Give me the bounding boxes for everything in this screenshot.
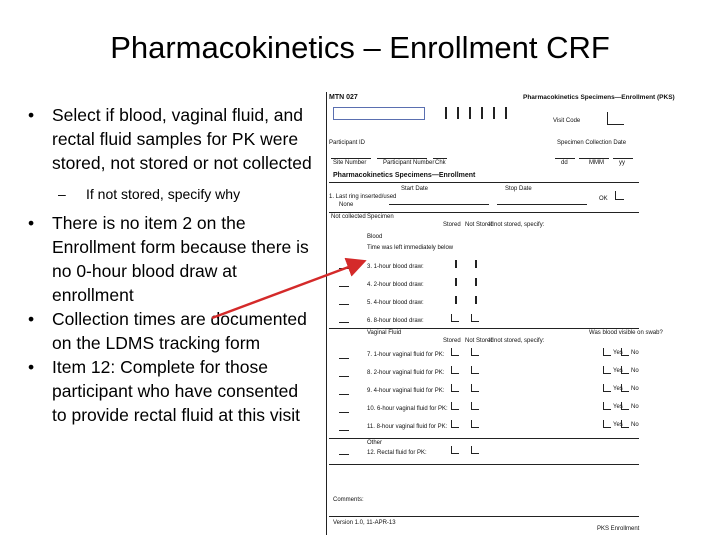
yes-label: Yes bbox=[613, 350, 623, 356]
bullet-text: Collection times are documented on the LDMS tracking form bbox=[52, 309, 307, 353]
if-not-stored-header: If not stored, specify: bbox=[489, 222, 545, 228]
stored-header-2: Stored bbox=[443, 338, 461, 344]
form-name: Pharmacokinetics Specimens—Enrollment (PKS) bbox=[523, 94, 675, 101]
mmm-label: MMM bbox=[589, 160, 604, 166]
item12-label: 12. Rectal fluid for PK: bbox=[367, 450, 427, 456]
visit-code-label: Visit Code bbox=[553, 118, 581, 124]
stored-header: Stored bbox=[443, 222, 461, 228]
bullet-dot: • bbox=[28, 213, 35, 233]
not-stored-header: Not Stored bbox=[465, 222, 494, 228]
bullet-dot: • bbox=[28, 357, 35, 377]
bullet-dot: • bbox=[28, 309, 35, 329]
bullet-text: Select if blood, vaginal fluid, and rectal fluid samples for PK were stored, not stored or not collected bbox=[52, 105, 312, 173]
yes-label: Yes bbox=[613, 368, 623, 374]
footer-right-label: PKS Enrollment bbox=[597, 526, 640, 532]
yes-label: Yes bbox=[613, 404, 623, 410]
no-label: No bbox=[631, 350, 639, 356]
vaginal-item-label: 9. 4-hour vaginal fluid for PK: bbox=[367, 388, 445, 394]
vaginal-item-label: 8. 2-hour vaginal fluid for PK: bbox=[367, 370, 445, 376]
chk-label: Chk bbox=[435, 160, 446, 166]
start-date-label: Start Date bbox=[401, 186, 429, 192]
blood-item-label: 6. 8-hour blood draw: bbox=[367, 318, 424, 324]
bullet-dot: • bbox=[28, 105, 35, 125]
version-label: Version 1.0, 11-APR-13 bbox=[333, 520, 396, 526]
stop-date-label: Stop Date bbox=[505, 186, 532, 192]
vaginal-item-label: 7. 1-hour vaginal fluid for PK: bbox=[367, 352, 445, 358]
ptid-label: Participant ID bbox=[329, 140, 366, 146]
bullet-text: There is no item 2 on the Enrollment form because there is no 0-hour blood draw at enrollment bbox=[52, 213, 309, 305]
form-protocol: MTN 027 bbox=[329, 94, 358, 101]
dd-label: dd bbox=[561, 160, 568, 166]
vaginal-item-label: 11. 8-hour vaginal fluid for PK: bbox=[367, 424, 448, 430]
collection-date-label: Specimen Collection Date bbox=[557, 140, 627, 146]
comments-label: Comments: bbox=[333, 497, 364, 503]
other-label: Other bbox=[367, 440, 383, 446]
none-label: None bbox=[339, 202, 354, 208]
vaginal-fluid-label: Vaginal Fluid bbox=[367, 330, 402, 336]
blood-note: Time was left immediately below bbox=[367, 245, 454, 251]
vaginal-item-label: 10. 6-hour vaginal fluid for PK: bbox=[367, 406, 448, 412]
no-label: No bbox=[631, 404, 639, 410]
no-label: No bbox=[631, 386, 639, 392]
yes-label: Yes bbox=[613, 422, 623, 428]
no-label: No bbox=[631, 422, 639, 428]
was-blood-visible-header: Was blood visible on swab? bbox=[589, 330, 663, 336]
item1-label: 1. Last ring inserted/used bbox=[329, 194, 397, 200]
sub-bullet-dash: – bbox=[58, 186, 66, 202]
sub-bullet-text: If not stored, specify why bbox=[86, 186, 241, 202]
slide-title: Pharmacokinetics – Enrollment CRF bbox=[110, 30, 610, 65]
bullet-text: Item 12: Complete for those participant who have consented to provide rectal fluid at this visit bbox=[52, 357, 301, 425]
blood-label: Blood bbox=[367, 234, 383, 240]
ok-label: OK bbox=[599, 196, 608, 202]
section-title: Pharmacokinetics Specimens—Enrollment bbox=[333, 172, 476, 179]
site-number-label: Site Number bbox=[333, 160, 367, 166]
blood-item-label: 5. 4-hour blood draw: bbox=[367, 300, 424, 306]
yy-label: yy bbox=[619, 160, 625, 166]
specimen-label: Specimen bbox=[367, 214, 394, 220]
yes-label: Yes bbox=[613, 386, 623, 392]
participant-number-label: Participant Number bbox=[383, 160, 435, 166]
arrow-line bbox=[212, 262, 362, 318]
blood-item-label: 3. 1-hour blood draw: bbox=[367, 264, 424, 270]
not-collected-label: Not collected bbox=[331, 214, 366, 220]
if-not-stored-header-2: If not stored, specify: bbox=[489, 338, 545, 344]
blood-item-label: 4. 2-hour blood draw: bbox=[367, 282, 424, 288]
no-label: No bbox=[631, 368, 639, 374]
not-stored-header-2: Not Stored bbox=[465, 338, 494, 344]
